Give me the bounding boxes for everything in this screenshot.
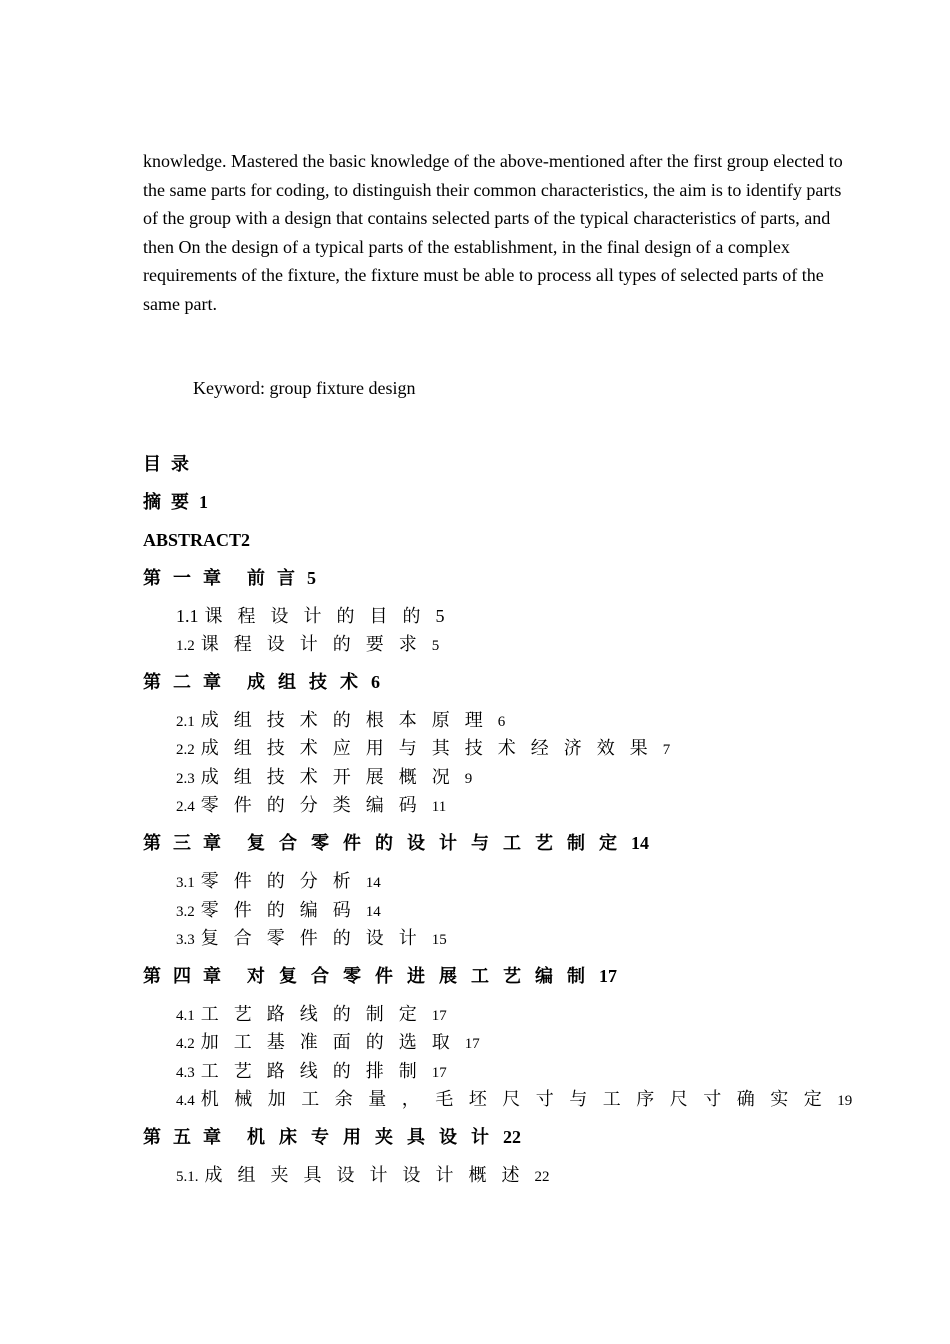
toc-item-5-1[interactable] <box>176 1162 550 1190</box>
chapter-title: 机床专用夹具设计 <box>247 1127 503 1147</box>
item-page: 17 <box>464 1036 480 1052</box>
chapter-label: 第三章 <box>143 833 233 853</box>
toc-item-3-1[interactable] <box>176 868 381 896</box>
abstract-paragraph: knowledge. Mastered the basic knowledge of the above-mentioned after the first group elected to the same parts for coding, to distinguish their common characteristics, the aim is to identify parts of the group with a design that contains selected parts of the typical characteristics of parts, and then On the design of a typical parts of the establishment, in the final design of a complex requirements of the fixture, the fixture must be able to process all types of selected parts of the same part. <box>143 151 843 314</box>
chapter-label: 第四章 <box>143 966 233 986</box>
item-number: 4.3 <box>176 1065 195 1081</box>
chapter-label: 第一章 <box>143 568 233 588</box>
item-title: 零件的分析 <box>200 871 366 891</box>
item-number: 5.1. <box>176 1169 199 1185</box>
chapter-label: 第二章 <box>143 672 233 692</box>
chapter-title: 对复合零件进展工艺编制 <box>247 966 599 986</box>
item-title: 工艺路线的制定 <box>200 1004 432 1024</box>
item-title: 课程设计的目的 <box>204 606 436 626</box>
toc-item-2-4[interactable] <box>176 792 446 820</box>
chapter-page: 6 <box>371 672 380 692</box>
item-page: 9 <box>464 771 473 787</box>
toc-entry-label: 摘要 <box>143 492 199 512</box>
toc-chapter-2[interactable] <box>143 669 380 695</box>
toc-item-3-2[interactable] <box>176 897 381 925</box>
item-number: 4.2 <box>176 1036 195 1052</box>
item-title: 零件的分类编码 <box>200 795 432 815</box>
item-page: 6 <box>497 714 506 730</box>
item-title: 成组技术应用与其技术经济效果 <box>200 738 663 758</box>
toc-chapter-4[interactable] <box>143 963 617 989</box>
item-number: 1.2 <box>176 638 195 654</box>
toc-chapter-1[interactable] <box>143 565 316 591</box>
item-number: 2.4 <box>176 799 195 815</box>
toc-item-4-1[interactable] <box>176 1001 447 1029</box>
toc-item-1-2[interactable] <box>176 631 439 659</box>
item-page: 14 <box>365 875 381 891</box>
item-page: 5 <box>435 606 445 626</box>
item-page: 19 <box>837 1093 853 1109</box>
toc-item-4-2[interactable] <box>176 1029 480 1057</box>
toc-entry-abstract-cn[interactable] <box>143 489 208 515</box>
item-title: 课程设计的要求 <box>200 634 432 654</box>
chapter-title: 复合零件的设计与工艺制定 <box>247 833 631 853</box>
item-page: 17 <box>431 1065 447 1081</box>
item-number: 2.1 <box>176 714 195 730</box>
toc-chapter-3[interactable] <box>143 830 649 856</box>
toc-item-4-3[interactable] <box>176 1058 447 1086</box>
chapter-page: 5 <box>307 568 316 588</box>
item-page: 11 <box>431 799 447 815</box>
item-number: 3.3 <box>176 932 195 948</box>
chapter-title: 成组技术 <box>247 672 371 692</box>
item-page: 22 <box>534 1169 550 1185</box>
item-number: 3.1 <box>176 875 195 891</box>
item-number: 2.3 <box>176 771 195 787</box>
item-number: 1.1 <box>176 606 199 626</box>
item-page: 15 <box>431 932 447 948</box>
toc-item-4-4[interactable] <box>176 1086 852 1114</box>
item-title: 机械加工余量，毛坯尺寸与工序尺寸确实定 <box>200 1089 838 1109</box>
item-title: 零件的编码 <box>200 900 366 920</box>
toc-entry-page: 2 <box>241 530 251 550</box>
item-title: 成组技术开展概况 <box>200 767 465 787</box>
toc-item-2-3[interactable] <box>176 764 472 792</box>
item-number: 3.2 <box>176 904 195 920</box>
item-title: 工艺路线的排制 <box>200 1061 432 1081</box>
toc-item-2-1[interactable] <box>176 707 505 735</box>
item-title: 成组夹具设计设计概述 <box>204 1165 535 1185</box>
toc-item-1-1[interactable] <box>176 603 445 629</box>
chapter-page: 14 <box>631 833 649 853</box>
item-title: 成组技术的根本原理 <box>200 710 498 730</box>
keyword-line: Keyword: group fixture design <box>193 378 416 398</box>
item-page: 17 <box>431 1008 447 1024</box>
chapter-page: 17 <box>599 966 617 986</box>
toc-entry-label: ABSTRACT <box>143 530 242 550</box>
item-number: 4.4 <box>176 1093 195 1109</box>
toc-item-2-2[interactable] <box>176 735 670 763</box>
toc-chapter-5[interactable] <box>143 1124 521 1150</box>
toc-entry-abstract-en[interactable] <box>143 527 250 553</box>
toc-item-3-3[interactable] <box>176 925 447 953</box>
chapter-title: 前言 <box>247 568 307 588</box>
item-page: 7 <box>662 742 671 758</box>
toc-entry-page: 1 <box>199 492 208 512</box>
item-page: 14 <box>365 904 381 920</box>
chapter-label: 第五章 <box>143 1127 233 1147</box>
item-title: 复合零件的设计 <box>200 928 432 948</box>
item-number: 4.1 <box>176 1008 195 1024</box>
item-page: 5 <box>431 638 440 654</box>
item-title: 加工基准面的选取 <box>200 1032 465 1052</box>
toc-title: 目录 <box>143 454 199 474</box>
chapter-page: 22 <box>503 1127 521 1147</box>
item-number: 2.2 <box>176 742 195 758</box>
